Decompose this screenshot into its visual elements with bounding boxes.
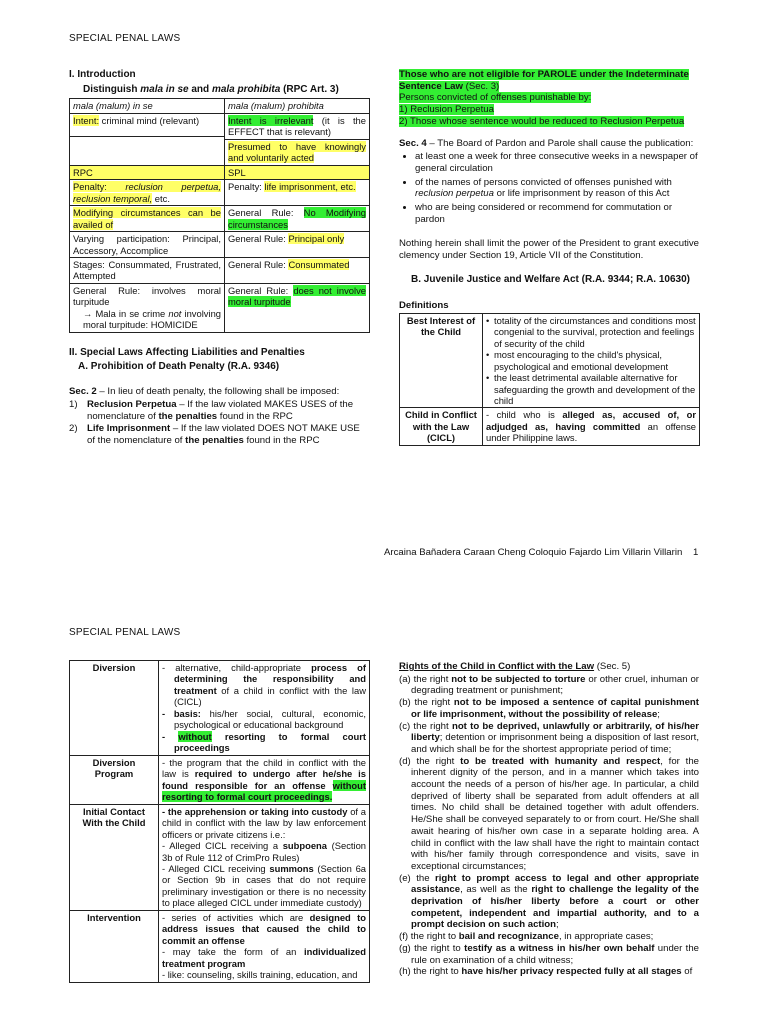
text: Sec. 4 (399, 137, 427, 149)
text: - Alleged CICL receiving a (162, 840, 283, 852)
table-cell: Initial Contact With the Child (70, 804, 159, 910)
table-cell (159, 910, 370, 982)
text: Intent: (73, 114, 100, 126)
text: 2) Those whose sentence would be reduced to Reclusion Perpetua (399, 115, 685, 127)
intro-heading: I. Introduction (69, 69, 136, 80)
text: ; (555, 919, 559, 931)
text: – In lieu of death penalty, the following shall be imposed: (96, 386, 340, 398)
table-cell (225, 180, 370, 206)
table-row (70, 99, 370, 113)
text: mala prohibita (211, 84, 281, 96)
text: – If the law violated MAKES USES of the nomenclature of (87, 398, 354, 422)
table-cell (225, 232, 370, 258)
section-2-heading: II. Special Laws Affecting Liabilities and Penalties (69, 346, 305, 358)
juvenile-heading: B. Juvenile Justice and Welfare Act (R.A. 9344; R.A. 10630) (411, 273, 690, 285)
text: General Rule: (228, 259, 289, 270)
list-item (69, 399, 369, 422)
text: - child who is (486, 409, 563, 421)
left-column-page2 (69, 660, 369, 983)
section-2a-heading: A. Prohibition of Death Penalty (R.A. 9346) (78, 361, 280, 372)
table-cell: Diversion Program (70, 755, 159, 804)
text: (f) the right to (399, 931, 459, 943)
table-cell (225, 283, 370, 332)
text: and (188, 84, 212, 96)
table-cell (225, 113, 370, 165)
list-item: • the least detrimental available alternative for safeguarding the growth and development of the child (486, 372, 696, 407)
list-item (69, 423, 369, 446)
text: right to prompt access to legal and other appropriate assistance (411, 872, 699, 896)
text: required to undergo after he/she is found responsible for an offense (162, 768, 366, 791)
list-item (399, 697, 699, 720)
text: - Alleged CICL receiving (162, 862, 270, 874)
text: (h) the right to (399, 966, 462, 978)
text: 2) (69, 423, 78, 435)
text: the least detrimental available alternative for safeguarding the growth and development of the child (494, 372, 696, 407)
text: (a) the right (399, 673, 452, 685)
sec4-bullets (399, 151, 699, 225)
text: (Sec. 5) (594, 661, 631, 672)
text: - basis: (162, 707, 201, 719)
comparison-table (69, 98, 370, 332)
table-cell: SPL (225, 165, 370, 179)
table-row (400, 313, 700, 408)
text: to be treated with humanity and respect (460, 755, 661, 767)
text: General Rule: (228, 284, 294, 296)
text: of the names of persons convicted of offenses punished with (415, 176, 672, 188)
text: General Rule: (228, 207, 304, 219)
text: (Sec. 3) (462, 80, 500, 92)
text: resorting to formal court proceedings (174, 730, 366, 754)
table-cell: Best Interest of the Child (400, 313, 483, 408)
list-item (399, 721, 699, 756)
table-cell (70, 113, 225, 136)
text: (Section 3b of Rule 112 of CrimPro Rules) (162, 840, 366, 863)
page-footer: Arcaina Bañadera Caraan Cheng Coloquio Fajardo Lim Villarin Villarin (384, 547, 683, 558)
table-row (70, 113, 370, 136)
parole-title: Those who are not eligible for PAROLE under the Indeterminate Sentence Law (399, 69, 689, 92)
list-item: • at least one a week for three consecutive weeks in a newspaper of general circulation (415, 151, 699, 174)
table-cell (159, 755, 370, 804)
list-item (399, 966, 699, 978)
text: not to be deprived, unlawfully or arbitrarily, of his/her liberty (411, 720, 699, 744)
text: of a child in conflict with the law by law enforcement officers or private citizens i.e.: (162, 805, 367, 840)
text: process of determining the responsibility and treatment (174, 662, 366, 696)
text: Rights of the Child in Conflict with the Law (399, 661, 595, 672)
page-header: SPECIAL PENAL LAWS (69, 627, 181, 638)
table-cell: Stages: Consummated, Frustrated, Attempted (70, 258, 225, 284)
table-row (70, 232, 370, 258)
table-cell (70, 206, 225, 232)
text: not to be subjected to torture (451, 673, 586, 685)
table-cell (483, 313, 700, 408)
text: Modifying circumstances can be availed of (73, 207, 221, 230)
text: Presumed to have knowingly and voluntarily acted (228, 140, 366, 164)
text: , in appropriate cases; (558, 931, 654, 943)
table-cell: Diversion (70, 661, 159, 756)
text: individualized treatment program (162, 946, 366, 969)
parole-block (399, 69, 699, 92)
definitions-table (399, 313, 700, 446)
text: mala in se (140, 84, 189, 96)
list-item: • totality of the circumstances and conditions most congenial to the survival, protection and feelings of security of the child (486, 314, 696, 349)
table-cell: Intervention (70, 910, 159, 982)
text: – The Board of Pardon and Parole shall cause the publication: (426, 137, 694, 149)
list-item (399, 943, 699, 966)
text: criminal mind (relevant) (99, 114, 200, 126)
text: of a child in conflict with the law (CICL) (174, 684, 366, 708)
list-item: • most encouraging to the child's physical, psychological and emotional development (486, 349, 696, 372)
text: right to challenge the legality of the deprivation of his/her liberty before a court or other competent, independent and impartial authority, and to a prompt decision on such action (411, 884, 699, 931)
text: reclusion perpetua, reclusion temporal, (73, 181, 221, 204)
text: 1) (69, 398, 78, 410)
text: Penalty: (73, 181, 107, 193)
sec4-paragraph (399, 138, 699, 150)
table-cell (159, 804, 370, 910)
text: - the program that the child in conflict with the law is (162, 756, 366, 780)
right-column-page2 (399, 661, 699, 978)
text: of (681, 966, 693, 978)
page-number: 1 (693, 547, 699, 558)
text: found in the RPC (217, 410, 293, 422)
text: reclusion perpetua (415, 188, 494, 200)
nothing-herein-paragraph: Nothing herein shall limit the power of the President to grant executive clemency under Section 19, Article VII of the Constitution. (399, 238, 699, 262)
text: summons (269, 862, 314, 874)
table-header-cell: mala (malum) in se (70, 99, 225, 113)
text: not (168, 307, 182, 319)
page-header: SPECIAL PENAL LAWS (69, 33, 181, 44)
text: (e) the (399, 872, 436, 884)
sec2-paragraph (69, 386, 369, 398)
text: designed to address issues that caused the child to commit an offense (162, 911, 366, 946)
table-header-cell: mala (malum) prohibita (225, 99, 370, 113)
text: Intent is irrelevant (228, 114, 314, 126)
rights-list (399, 674, 699, 978)
left-column-page1 (69, 69, 369, 447)
text: Principal only (288, 233, 345, 245)
text: - alternative, child-appropriate (162, 662, 312, 673)
table-cell: - alternative, child-appropriate process of determining the responsibility and treatment of a child in conflict with the law (CICL) - basis: his/her social, cultural, economic, psychological or educational background - without resorting to formal court proceedings (159, 661, 370, 756)
text: have his/her privacy respected fully at all stages (461, 966, 682, 978)
text: or life imprisonment by reason of this Act (493, 188, 670, 200)
text: testify as a witness in his/her own behalf (464, 942, 655, 954)
text: alleged as, accused of, or adjudged as, having committed (486, 409, 696, 432)
text: , for the inherent dignity of the person, and in a manner which takes into account the needs of a person of his/her age. In particular, a child deprived of liberty shall be separated from adult offenders at all times. No child shall be detained together with adult offenders. He/She shall be conveyed separately to or from court. He/She shall await hearing of his/her own case in a separate holding area. A child in conflict with the law shall have the right to maintain contact with his/her family through correspondence and visits, save in exceptional circumstances; (411, 755, 700, 872)
definitions-label: Definitions (399, 300, 449, 312)
text: General Rule: (228, 233, 289, 245)
text: Reclusion Perpetua (87, 398, 177, 410)
table-cell (483, 408, 700, 445)
table-row (70, 283, 370, 332)
table-row (70, 755, 370, 804)
text: the penalties (185, 435, 244, 446)
table-cell (70, 136, 225, 165)
parole-list (399, 92, 699, 127)
text: 1) Reclusion Perpetua (399, 104, 494, 116)
text: , as well as the (460, 884, 532, 896)
terms-table (69, 660, 370, 983)
list-item (399, 674, 699, 697)
text: without resorting to formal court proceedings. (162, 779, 366, 803)
list-item (399, 931, 699, 943)
list-item: • who are being considered or recommend for commutation or pardon (415, 202, 699, 225)
text: (g) the right to (399, 942, 465, 954)
table-row (70, 206, 370, 232)
text: (Section 6a or Section 9b in cases that do not require preliminary investigation or there is no necessity to place alleged CICL under immediate custody) (162, 862, 367, 909)
list-item (399, 756, 699, 873)
text: most encouraging to the child's physical, psychological and emotional development (494, 349, 669, 372)
text: - the apprehension or taking into custody (162, 805, 348, 817)
table-row (400, 408, 700, 445)
text: ; (657, 708, 660, 720)
text (73, 308, 221, 331)
text (87, 423, 369, 446)
right-column-page1 (399, 69, 699, 446)
text: - like: counseling, skills training, education, and (162, 969, 358, 981)
text: (b) the right (399, 697, 454, 709)
text: involving moral turpitude: HOMICIDE (83, 307, 221, 331)
text: without (178, 730, 212, 742)
text: General Rule: involves moral turpitude (73, 284, 221, 308)
table-row (70, 910, 370, 982)
text: (d) the right (399, 755, 461, 767)
text: subpoena (282, 840, 327, 852)
text: (c) the right (399, 720, 452, 732)
text: under the rule on examination of a child witness; (411, 942, 700, 966)
table-cell (70, 283, 225, 332)
text: bail and recognizance (458, 931, 559, 943)
text: Sec. 2 (69, 386, 97, 398)
text: Persons convicted of offenses punishable by: (399, 92, 592, 104)
table-cell: Varying participation: Principal, Accessory, Accomplice (70, 232, 225, 258)
text: Life Imprisonment (87, 423, 171, 435)
text: etc. (152, 192, 170, 204)
text: not to be imposed a sentence of capital punishment or life imprisonment, without the possibility of release (411, 697, 699, 720)
text: - series of activities which are (162, 911, 310, 923)
table-cell: RPC (70, 165, 225, 179)
text: his/her social, cultural, economic, psychological or educational background (174, 707, 366, 731)
text: (it is the EFFECT that is relevant) (228, 114, 366, 138)
table-row (70, 258, 370, 284)
table-row (70, 661, 370, 756)
text: life imprisonment, etc. (264, 181, 356, 193)
table-row (70, 165, 370, 179)
text: – If the law violated DOES NOT MAKE USE of the nomenclature of (87, 423, 360, 446)
text: found in the RPC (243, 435, 320, 446)
text (87, 399, 369, 422)
distinguish-heading (69, 84, 369, 96)
table-cell (225, 206, 370, 232)
text: Consummated (288, 259, 350, 270)
table-cell: Child in Conflict with the Law (CICL) (400, 408, 483, 445)
table-cell (70, 180, 225, 206)
rights-heading (399, 661, 699, 673)
text: does not involve moral turpitude (228, 284, 366, 308)
table-cell (225, 258, 370, 284)
text: Penalty: (228, 181, 265, 193)
text: ; detention or imprisonment being a disposition of last resort, and which shall be for the shortest appropriate period of time; (411, 732, 699, 755)
text: - may take the form of an (162, 946, 304, 958)
text: or other cruel, inhuman or degrading treatment or punishment; (411, 673, 699, 697)
list-item (415, 177, 699, 200)
text: totality of the circumstances and conditions most congenial to the survival, protection and feelings of security of the child (494, 314, 696, 349)
text: (RPC Art. 3) (280, 84, 339, 96)
list-item (399, 873, 699, 932)
text: Distinguish (83, 84, 141, 96)
text: the penalties (158, 410, 218, 422)
text: No Modifying circumstances (228, 207, 366, 230)
text: an offense under Philippine laws. (486, 420, 696, 444)
text: → Mala in se crime (83, 307, 169, 319)
table-row (70, 804, 370, 910)
table-row (70, 180, 370, 206)
